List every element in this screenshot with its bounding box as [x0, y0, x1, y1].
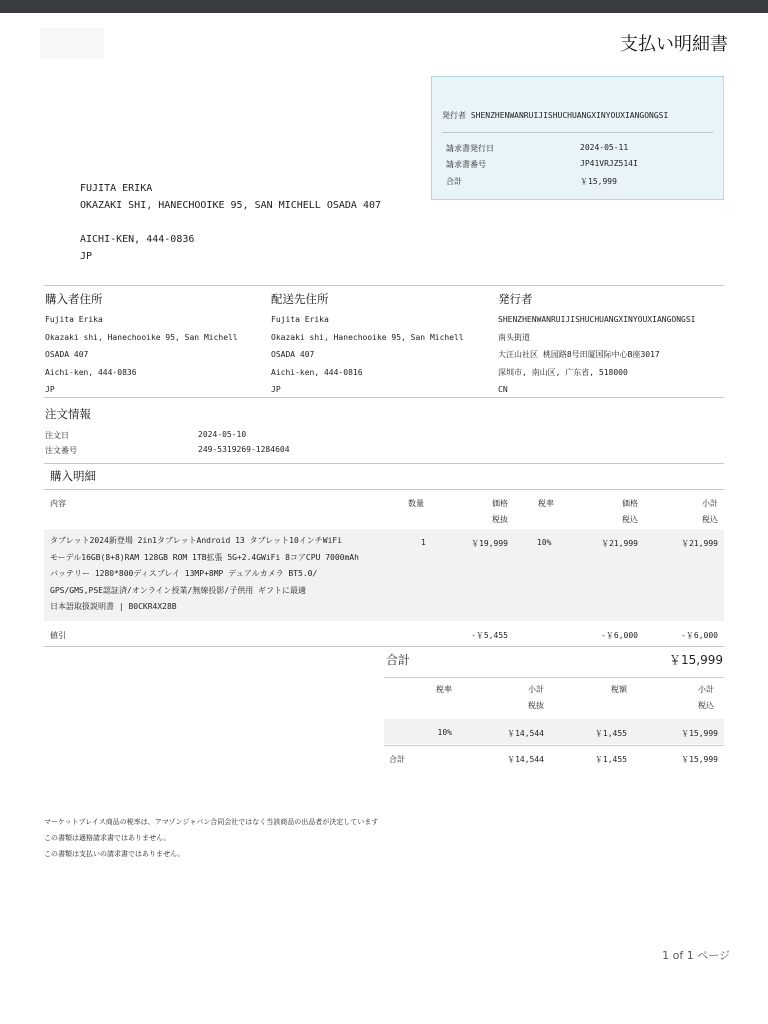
- billing-line: [80, 214, 381, 231]
- summary-total-total: ￥15,999: [681, 755, 718, 764]
- page-current: 1: [662, 949, 670, 962]
- note-line: マーケットプレイス商品の税率は、アマゾンジャパン合同会社ではなく当該商品の出品者が決定しています: [44, 818, 379, 826]
- order-date-row: [45, 430, 247, 441]
- summary-total-subtotal: ￥14,544: [507, 755, 544, 764]
- billing-line: FUJITA ERIKA: [80, 183, 153, 194]
- purchase-details-heading: 購入明細: [50, 469, 96, 483]
- shipping-address: [271, 291, 496, 399]
- divider: [44, 489, 724, 490]
- notes: [44, 814, 378, 862]
- item-desc-line: バッテリー 1280*800ディスプレイ 13MP+8MP デュアルカメラ BT5.0/: [50, 569, 318, 579]
- issuer-divider: [442, 132, 713, 133]
- col-header-price-incl: [598, 496, 638, 528]
- order-number-label: 注文番号: [45, 446, 77, 455]
- billing-line: JP: [80, 251, 93, 262]
- discount-price-excl: -￥5,455: [471, 631, 508, 640]
- invoice-number-value: JP41VRJZ514I: [580, 159, 638, 168]
- invoice-total-row: [446, 176, 713, 188]
- address-line: 深圳市, 南山区, 广东省, 518000: [498, 367, 628, 377]
- divider: [44, 397, 724, 398]
- note-line: この書類は支払いの請求書ではありません。: [44, 850, 185, 858]
- header-text: 価格: [622, 499, 638, 508]
- summary-divider: [384, 677, 724, 678]
- page-suffix: ページ: [697, 949, 730, 962]
- header-text: 小計: [698, 685, 714, 694]
- page-number: [662, 947, 730, 963]
- address-line: Fujita Erika: [271, 315, 329, 324]
- item-desc-line: GPS/GMS,PSE認証済/オンライン授業/無線投影/子供用 ギフトに最適: [50, 585, 307, 595]
- summary-divider: [384, 745, 724, 746]
- issuer-label: 発行者: [442, 111, 466, 120]
- invoice-number-row: [446, 159, 713, 171]
- divider: [44, 463, 724, 464]
- col-header-qty: 数量: [408, 499, 424, 508]
- invoice-date-row: [446, 143, 713, 155]
- summary-rate-tax: ￥1,455: [594, 729, 627, 738]
- header-subtext: 税込: [702, 515, 718, 524]
- issuer-address: [498, 291, 723, 399]
- grand-total-value: ￥15,999: [669, 653, 723, 667]
- issuer-line: [442, 110, 668, 121]
- item-price-incl: ￥21,999: [601, 539, 638, 548]
- issuer-summary-box: [431, 76, 724, 200]
- page-of: of: [672, 949, 684, 962]
- address-line: 大汪山社区 桃园路8号田厦国际中心B座3017: [498, 350, 660, 359]
- item-subtotal: ￥21,999: [681, 539, 718, 548]
- note-line: この書類は適格請求書ではありません。: [44, 834, 171, 842]
- order-number-value: 249-5319269-1284604: [198, 445, 290, 454]
- buyer-address-heading: 購入者住所: [45, 292, 103, 306]
- summary-total-tax: ￥1,455: [594, 755, 627, 764]
- divider: [44, 285, 724, 286]
- item-tax-rate: 10%: [537, 538, 552, 547]
- discount-price-incl: -￥6,000: [601, 631, 638, 640]
- summary-total-label: 合計: [389, 755, 405, 764]
- invoice-number-label: 請求書番号: [446, 160, 486, 169]
- top-bar: [0, 0, 768, 13]
- header-text: 小計: [528, 685, 544, 694]
- divider: [44, 646, 724, 647]
- logo-placeholder: [40, 28, 104, 58]
- header-subtext: 税抜: [528, 701, 544, 710]
- invoice-total-label: 合計: [446, 177, 462, 186]
- summary-rate-subtotal: ￥14,544: [507, 729, 544, 738]
- page-total: 1: [686, 949, 694, 962]
- address-line: CN: [498, 385, 508, 394]
- summary-header-subtotal-incl: [674, 682, 714, 714]
- header-subtext: 税込: [698, 701, 714, 710]
- item-desc-line: タブレット2024新登場 2in1タブレットAndroid 13 タブレット10インチWiFi: [50, 536, 343, 545]
- summary-header-subtotal: [504, 682, 544, 714]
- address-line: SHENZHENWANRUIJISHUCHUANGXINYOUXIANGONGSI: [498, 315, 696, 324]
- header-subtext: 税抜: [492, 515, 508, 524]
- address-line: OSADA 407: [45, 350, 89, 359]
- document-title: 支払い明細書: [620, 34, 728, 55]
- header-subtext: 税込: [622, 515, 638, 524]
- address-line: Aichi-ken, 444-0816: [271, 367, 363, 377]
- summary-rate: 10%: [437, 728, 452, 737]
- order-date-label: 注文日: [45, 431, 69, 440]
- address-line: 南头街道: [498, 332, 530, 342]
- invoice-date-label: 請求書発行日: [446, 144, 494, 153]
- address-line: Okazaki shi, Hanechooike 95, San Michell: [271, 332, 464, 342]
- order-number-row: [45, 445, 290, 456]
- header-text: 小計: [702, 499, 718, 508]
- grand-total-label: 合計: [386, 653, 411, 667]
- col-header-price-excl: [468, 496, 508, 528]
- item-price-excl: ￥19,999: [471, 539, 508, 548]
- shipping-address-heading: 配送先住所: [271, 292, 329, 306]
- address-line: JP: [45, 385, 55, 394]
- item-qty: 1: [421, 538, 426, 547]
- billing-line: AICHI-KEN, 444-0836: [80, 234, 195, 245]
- address-line: JP: [271, 385, 281, 394]
- billing-line: OKAZAKI SHI, HANECHOOIKE 95, SAN MICHELL OSADA 407: [80, 200, 382, 211]
- invoice-date-value: 2024-05-11: [580, 143, 629, 152]
- summary-rate-total: ￥15,999: [681, 729, 718, 738]
- order-info-heading: 注文情報: [45, 407, 91, 421]
- address-line: Aichi-ken, 444-0836: [45, 367, 137, 377]
- issuer-name: SHENZHENWANRUIJISHUCHUANGXINYOUXIANGONGSI: [470, 111, 669, 120]
- col-header-subtotal: [678, 496, 718, 528]
- summary-header-tax-rate: 税率: [436, 685, 452, 694]
- col-header-tax-rate: 税率: [538, 499, 554, 508]
- issuer-address-heading: 発行者: [498, 292, 533, 306]
- col-header-content: 内容: [50, 499, 66, 508]
- address-line: OSADA 407: [271, 350, 315, 359]
- order-date-value: 2024-05-10: [198, 430, 247, 439]
- item-desc-line: モーデル16GB(8+8)RAM 128GB ROM 1TB拡張 5G+2.4GWiFi 8コアCPU 7000mAh: [50, 552, 359, 562]
- buyer-address: [45, 291, 270, 399]
- item-desc-line: 日本語取扱説明書 | B0CKR4X28B: [50, 602, 177, 612]
- item-description: [50, 533, 395, 616]
- address-line: Okazaki shi, Hanechooike 95, San Michell: [45, 332, 238, 342]
- discount-subtotal: -￥6,000: [681, 631, 718, 640]
- billing-address: [80, 180, 381, 265]
- discount-label: 値引: [50, 631, 66, 640]
- invoice-total-value: ￥15,999: [580, 177, 617, 186]
- header-text: 価格: [492, 499, 508, 508]
- address-line: Fujita Erika: [45, 315, 103, 324]
- summary-header-tax-amount: 税額: [611, 685, 627, 694]
